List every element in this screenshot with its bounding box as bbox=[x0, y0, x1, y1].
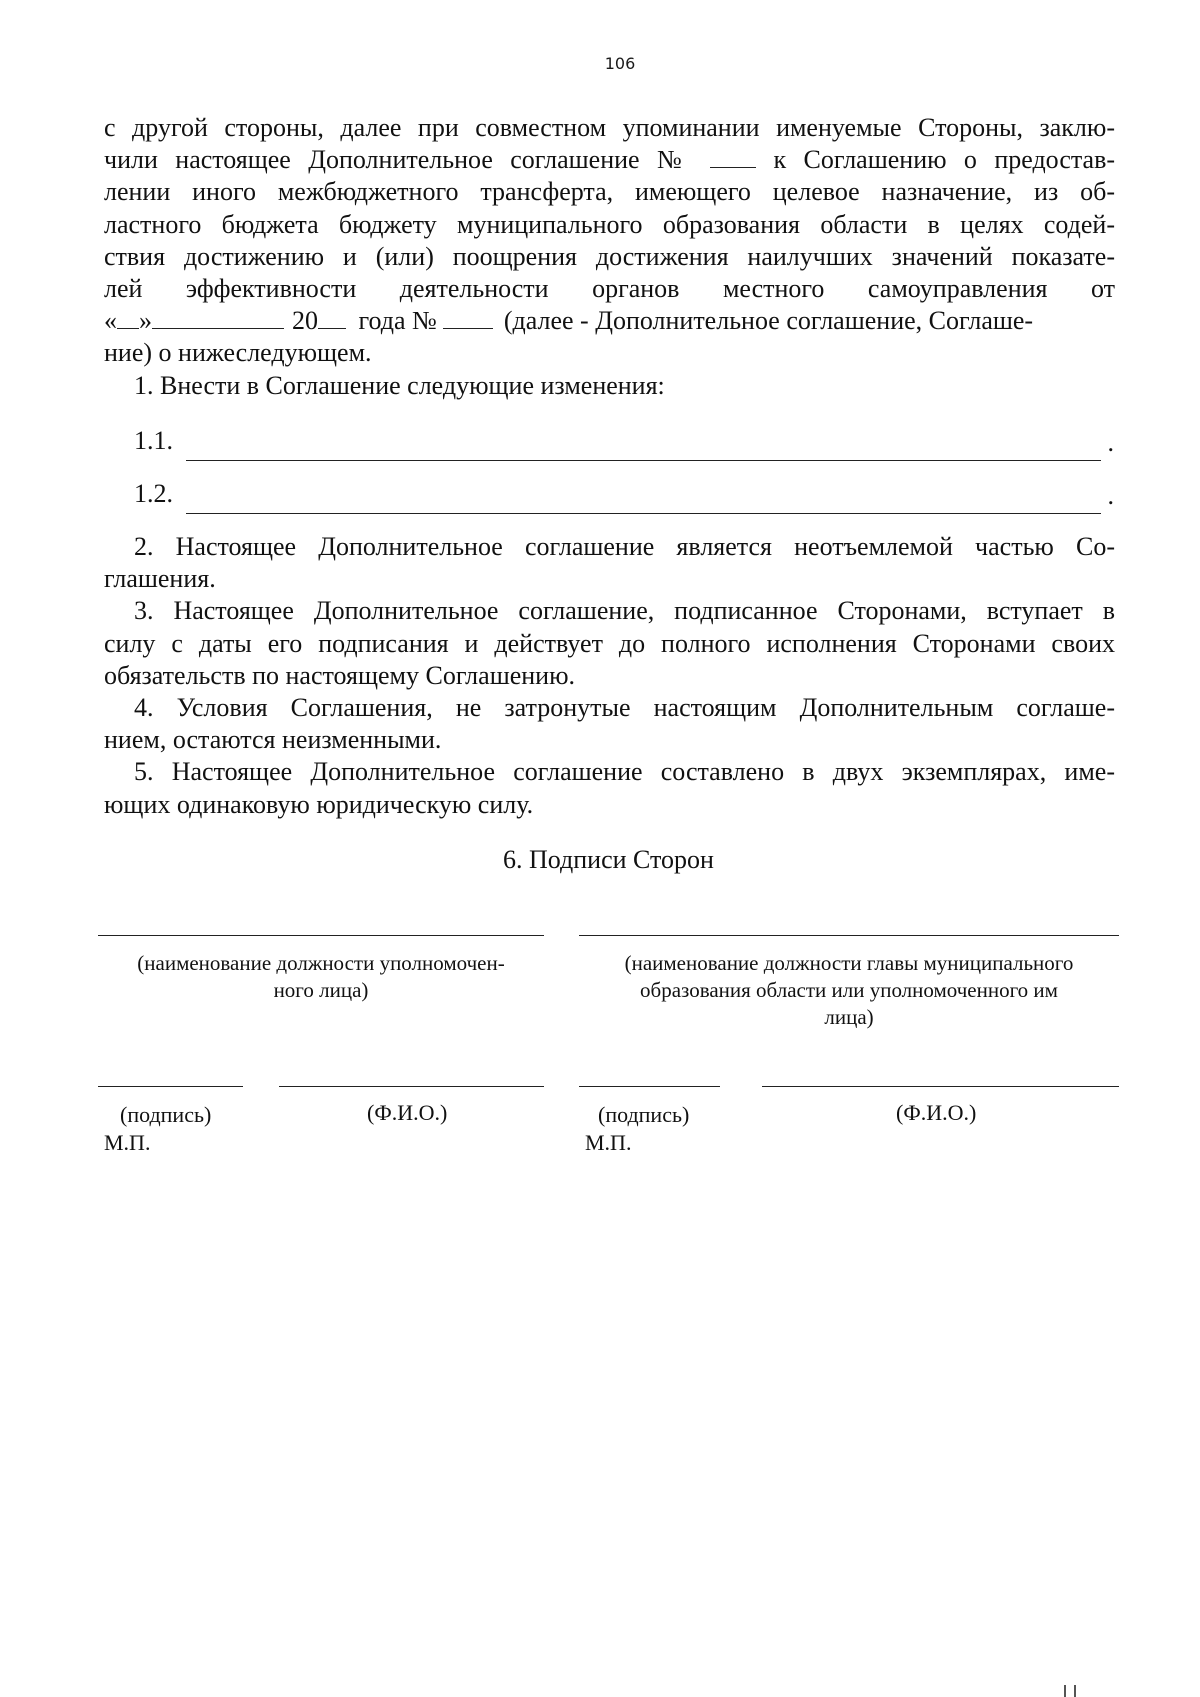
signatures-heading: 6. Подписи Сторон bbox=[503, 845, 714, 874]
left-seal-label: М.П. bbox=[104, 1130, 151, 1155]
year-blank[interactable] bbox=[318, 306, 346, 329]
intro-line-2-start: чили настоящее Дополнительное соглашение № bbox=[104, 145, 693, 175]
intro-line-8: ние) о нижеследующем. bbox=[104, 338, 372, 368]
intro-line-1: с другой стороны, далее при совместном упоминании именуемые Стороны, заклю- bbox=[104, 113, 1115, 142]
day-blank[interactable] bbox=[117, 306, 139, 329]
left-name-label: (Ф.И.О.) bbox=[367, 1100, 448, 1125]
left-position-caption bbox=[98, 950, 544, 1004]
document-body bbox=[104, 112, 1115, 402]
item-4-line-2: нием, остаются неизменными. bbox=[104, 725, 442, 755]
item-3-line-2: силу с даты его подписания и действует до полного исполнения Сторонами своих bbox=[104, 628, 1115, 658]
left-position-caption-line-2: ного лица) bbox=[273, 978, 369, 1002]
right-position-caption-line-3: лица) bbox=[824, 1005, 874, 1029]
month-blank[interactable] bbox=[152, 306, 284, 329]
scan-edge-mark bbox=[1064, 1685, 1084, 1697]
intro-line-4: ластного бюджета бюджету муниципального образования области в целях содей- bbox=[104, 209, 1115, 239]
intro-line-7-end: (далее - Дополнительное соглашение, Соглаше- bbox=[503, 306, 1034, 336]
sub-item-1-1-fill-line[interactable] bbox=[186, 460, 1101, 461]
source-number-blank[interactable] bbox=[443, 306, 493, 329]
item-5-line-2: ющих одинаковую юридическую силу. bbox=[104, 789, 534, 819]
right-seal-label: М.П. bbox=[585, 1130, 632, 1155]
intro-line-7 bbox=[104, 305, 1115, 337]
item-5-line-1: 5. Настоящее Дополнительное соглашение составлено в двух экземплярах, име- bbox=[134, 757, 1115, 787]
sub-item-1-2 bbox=[134, 479, 1114, 515]
left-signature-label: (подпись) bbox=[120, 1102, 212, 1127]
intro-line-3: лении иного межбюджетного трансферта, имеющего целевое назначение, из об- bbox=[104, 177, 1115, 207]
intro-line-2 bbox=[104, 144, 1115, 176]
right-position-line[interactable] bbox=[579, 935, 1119, 936]
sub-item-1-2-number: 1.2. bbox=[134, 479, 173, 508]
item-2-line-1: 2. Настоящее Дополнительное соглашение является неотъемлемой частью Со- bbox=[134, 532, 1115, 561]
year-number-label: года № bbox=[358, 306, 437, 336]
right-signature-line[interactable] bbox=[579, 1086, 720, 1087]
close-quote: » bbox=[139, 306, 152, 336]
sub-item-1-1-end-mark: . bbox=[1107, 428, 1114, 457]
agreement-number-blank[interactable] bbox=[710, 145, 756, 168]
intro-line-2-end: к Соглашению о предостав- bbox=[773, 145, 1116, 175]
sub-item-1-1 bbox=[134, 426, 1114, 462]
left-position-caption-line-1: (наименование должности уполномочен- bbox=[137, 951, 505, 975]
item-1: 1. Внести в Соглашение следующие изменения: bbox=[134, 370, 665, 400]
left-name-line[interactable] bbox=[279, 1086, 544, 1087]
page-number: 106 bbox=[604, 54, 636, 73]
item-3-line-1: 3. Настоящее Дополнительное соглашение, подписанное Сторонами, вступает в bbox=[134, 596, 1115, 626]
right-signature-label: (подпись) bbox=[598, 1102, 690, 1127]
open-quote: « bbox=[104, 306, 117, 336]
left-position-line[interactable] bbox=[98, 935, 544, 936]
item-2-line-2: глашения. bbox=[104, 564, 216, 594]
sub-item-1-1-number: 1.1. bbox=[134, 426, 173, 455]
century-prefix: 20 bbox=[292, 306, 318, 336]
right-position-caption-line-2: образования области или уполномоченного им bbox=[640, 978, 1058, 1002]
right-name-label: (Ф.И.О.) bbox=[896, 1100, 977, 1125]
right-name-line[interactable] bbox=[762, 1086, 1119, 1087]
left-signature-line[interactable] bbox=[98, 1086, 243, 1087]
sub-item-1-2-fill-line[interactable] bbox=[186, 513, 1101, 514]
item-3-line-3: обязательств по настоящему Соглашению. bbox=[104, 660, 576, 690]
right-position-caption-line-1: (наименование должности главы муниципального bbox=[624, 951, 1074, 975]
intro-line-5: ствия достижению и (или) поощрения достижения наилучших значений показате- bbox=[104, 241, 1115, 271]
intro-line-6: лей эффективности деятельности органов местного самоуправления от bbox=[104, 274, 1115, 304]
right-position-caption bbox=[579, 950, 1119, 1031]
item-4-line-1: 4. Условия Соглашения, не затронутые настоящим Дополнительным соглаше- bbox=[134, 693, 1115, 723]
sub-item-1-2-end-mark: . bbox=[1107, 481, 1114, 510]
document-body-continued bbox=[104, 531, 1115, 821]
